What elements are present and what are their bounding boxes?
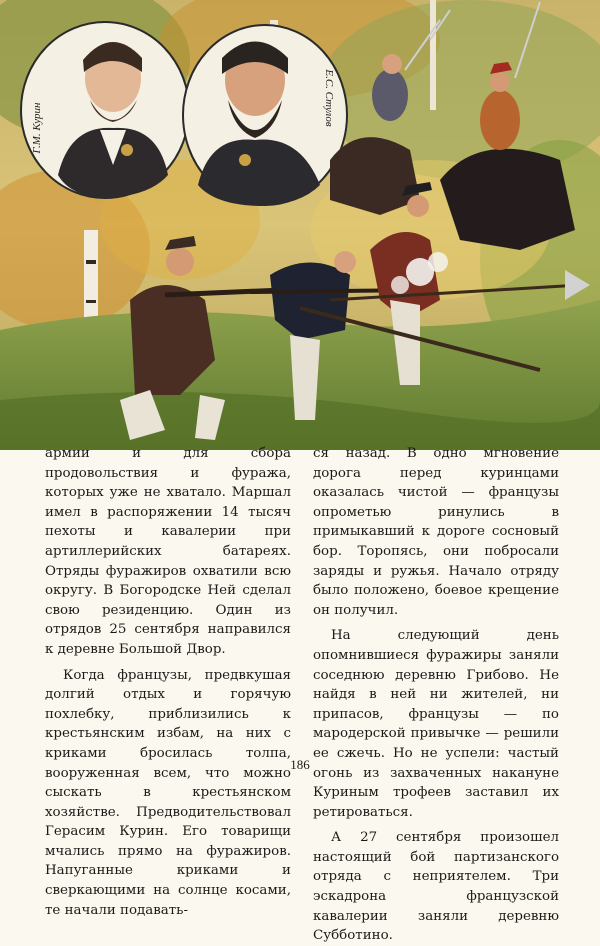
text-column-left (45, 444, 291, 920)
page-number: 186 (290, 757, 310, 772)
left-portrait-caption: Г.М. Курин (31, 102, 43, 154)
paragraph: На следующий день опомнившиеся фуражиры заняли соседнюю деревню Грибово. Не найдя в ней ни жителей, ни припасов, французы — по мародерской привычке — решили ее сжечь. Но не успели: частый огонь из захваченных накануне Куриным трофеев заставил их ретироваться. (313, 628, 559, 820)
paragraph: А 27 сентября произошел настоящий бой партизанского отряда с неприятелем. Три эскадрона французской кавалерии заняли деревню Субботино. (313, 830, 559, 944)
text-column-right (313, 444, 559, 946)
battle-illustration (0, 0, 600, 450)
paragraph: Когда французы, предвкушая долгий отдых и горячую похлебку, приблизились к крестьянским избам, на них с криками бросилась толпа, вооруженная всем, что можно сыскать в крестьянском хозяйстве. Предводительствовал Герасим Курин. Его товарищи мчались прямо на фуражиров. Напуганные криками и сверкающими на солнце косами, те начали подавать- (45, 667, 291, 918)
paragraph: ся назад. В одно мгновение дорога перед куринцами оказалась чистой — французы опрометью ринулись в примыкавший к дороге сосновый бор. Торопясь, они побросали заряды и ружья. Начало отряду было положено, боевое крещение он получил. (313, 446, 559, 618)
right-portrait-caption: Е.С. Стулов (323, 69, 335, 127)
paragraph: армии и для сбора продовольствия и фуража, которых уже не хватало. Маршал имел в распоряжении 14 тысяч пехоты и кавалерии при артиллерийских батареях. Отряды фуражиров охватили всю округу. В Богородске Ней сделал свою резиденцию. Один из отрядов 25 сентября направился к деревне Большой Двор. (45, 446, 291, 657)
